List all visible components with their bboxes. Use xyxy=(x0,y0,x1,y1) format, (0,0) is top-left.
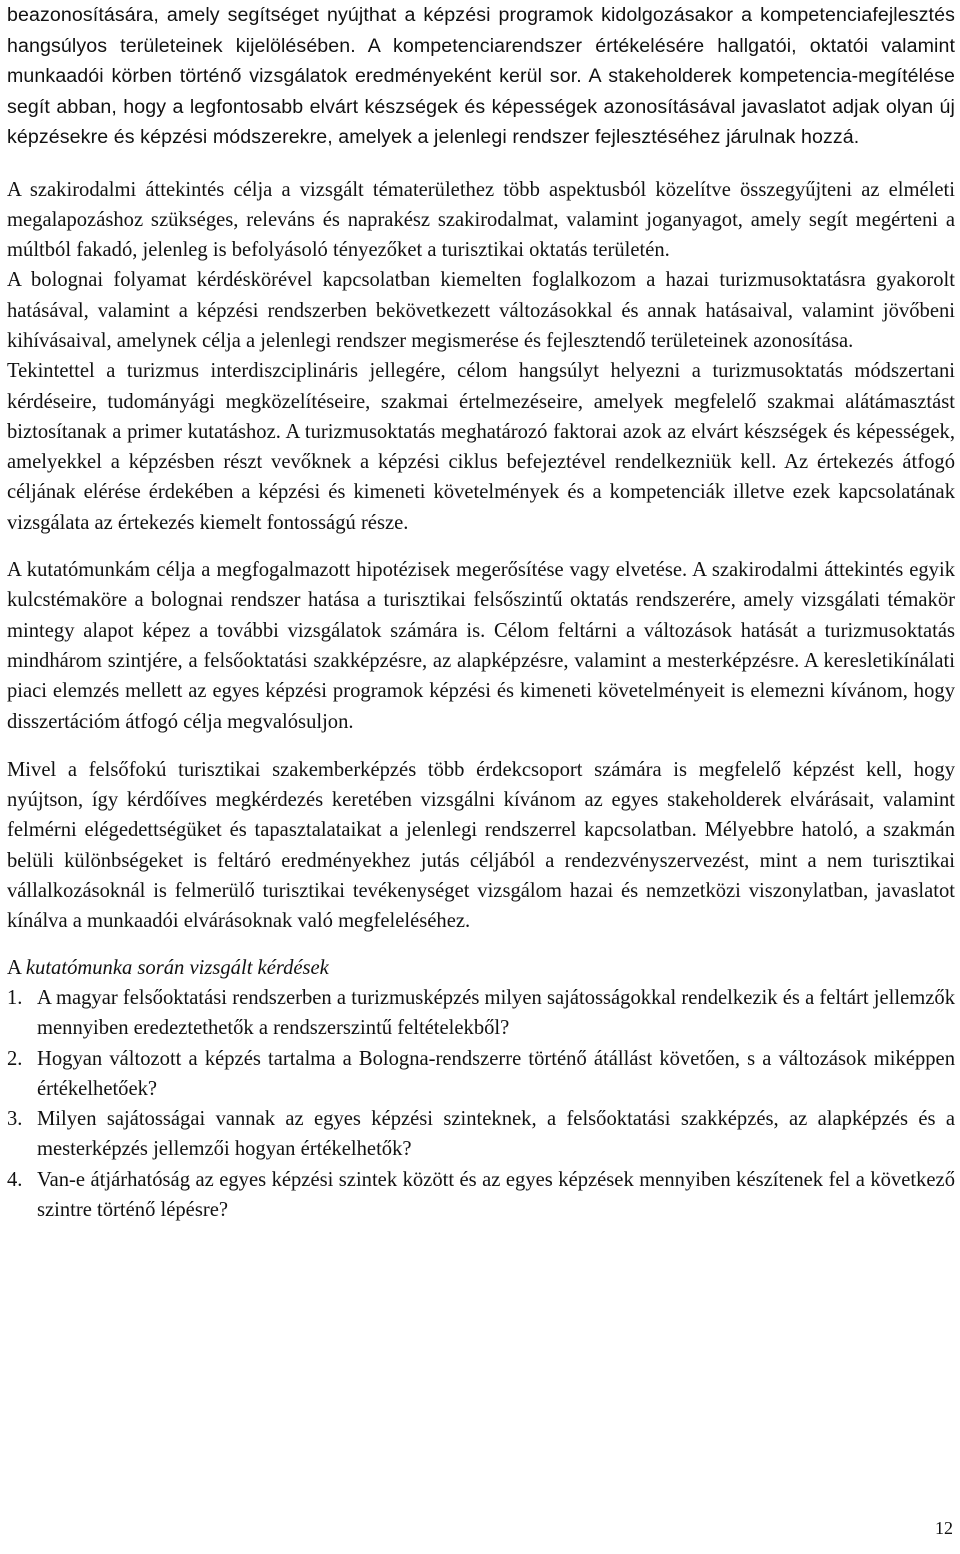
paragraph-literature-review: A szakirodalmi áttekintés célja a vizsgált tématerülethez több aspektusból közelítve összegyűjteni az elméleti megalapozáshoz szükséges, releváns és naprakész szakirodalmat, valamint joganyagot, amely segít megérteni a múltból fakadó, jelenleg is befolyásoló tényezőket a turisztikai oktatás területén. xyxy=(7,178,955,262)
list-item xyxy=(7,983,955,1044)
questions-title-italic: kutatómunka során vizsgált kérdések xyxy=(25,956,329,979)
paragraph-competence-system: beazonosítására, amely segítséget nyújthat a képzési programok kidolgozásakor a kompetenciafejlesztés hangsúlyos területeinek kijelölésében. A kompetenciarendszer értékelésére hallgatói, oktatói valamint munkaadói körben történő vizsgálatok eredményeként kerül sor. A stakeholderek kompetencia-megítélése segít abban, hogy a legfontosabb elvárt készségek és képességek azonosításával javaslatot adjak olyan új képzésekre és képzési módszerekre, amelyek a jelenlegi rendszer fejlesztéséhez járulnak hozzá. xyxy=(7,4,955,148)
list-item-text: Milyen sajátosságai vannak az egyes képzési szinteknek, a felsőoktatási szakképzés, az alapképzés és a mesterképzés jellemzői hogyan értékelhetők? xyxy=(37,1108,955,1161)
list-item-number: 3. xyxy=(7,1108,23,1131)
document-page xyxy=(7,0,955,1225)
research-questions-title xyxy=(7,953,955,983)
research-questions-list xyxy=(7,983,955,1225)
list-item-number: 2. xyxy=(7,1047,23,1070)
list-item xyxy=(7,1104,955,1165)
paragraph-research-goal: A kutatómunkám célja a megfogalmazott hipotézisek megerősítése vagy elvetése. A szakirodalmi áttekintés egyik kulcstémaköre a bolognai rendszer hatása a turisztikai felsőszintű oktatás rendszerére, amely vizsgálati témakör mintegy alapot képez a további vizsgálatok számára is. Célom feltárni a változások hatását a turizmusoktatás mindhárom szintjére, a felsőoktatási szakképzésre, az alapképzésre, valamint a mesterképzésre. A keresletikínálati piaci elemzés mellett az egyes képzési programok képzési és kimeneti követelményeit is elemezni kívánom, hogy disszertációm átfogó célja megvalósuljon. xyxy=(7,559,955,733)
list-item-number: 4. xyxy=(7,1168,23,1191)
paragraph-bologna-process: A bolognai folyamat kérdéskörével kapcsolatban kiemelten foglalkozom a hazai turizmusoktatásra gyakorolt hatásával, valamint a képzési rendszerben bekövetkezett változásokkal és annak hatásaival, valamint jövőbeni kihívásaival, amelynek célja a jelenlegi rendszer megismerése és fejlesztendő területeinek azonosítása. xyxy=(7,269,955,352)
paragraph-interdisciplinary: Tekintettel a turizmus interdiszciplináris jellegére, célom hangsúlyt helyezni a turizmusoktatás módszertani kérdéseire, tudományági megközelítéseire, szakmai értelmezéseire, amelyek megfelelő szakmai alátámasztást biztosítanak a primer kutatáshoz. A turizmusoktatás meghatározó faktorai azok az elvárt készségek és képességek, amelyekkel a képzésben részt vevőknek a képzési ciklus befejeztével rendelkezniük kell. Az értekezés átfogó céljának elérése érdekében a képzési és kimeneti követelmények és a kompetenciák illetve ezek kapcsolatának vizsgálata az értekezés kiemelt fontosságú része. xyxy=(7,360,955,534)
list-item-text: A magyar felsőoktatási rendszerben a turizmusképzés milyen sajátosságokkal rendelkezik és a feltárt jellemzők mennyiben eredeztethetők a rendszerszintű feltételekből? xyxy=(37,986,955,1040)
questions-title-prefix: A xyxy=(7,956,26,979)
list-item xyxy=(7,1044,955,1105)
list-item xyxy=(7,1165,955,1226)
literature-review-section xyxy=(7,175,955,539)
list-item-text: Hogyan változott a képzés tartalma a Bologna-rendszerre történő átállást követően, s a változások miképpen értékelhetőek? xyxy=(37,1047,955,1100)
paragraph-stakeholders: Mivel a felsőfokú turisztikai szakemberképzés több érdekcsoport számára is megfelelő képzést kell, hogy nyújtson, így kérdőíves megkérdezés keretében vizsgálni kívánom az egyes stakeholderek elvárásait, valamint felmérni elégedettségüket és tapasztalataikat a jelenlegi rendszerrel kapcsolatban. Mélyebbre hatoló, a szakmán belüli különbségeket is feltáró eredményekhez jutás céljából a rendezvényszervezést, mint a nem turisztikai vállalkozásoknál is felmerülő turisztikai tevékenységet vizsgálom hazai és nemzetközi viszonylatban, javaslatot kínálva a munkaadói elvárásoknak való megfeleléséhez. xyxy=(7,758,955,933)
page-number: 12 xyxy=(935,1518,953,1538)
list-item-number: 1. xyxy=(7,986,23,1009)
list-item-text: Van-e átjárhatóság az egyes képzési szintek között és az egyes képzések mennyiben készítenek fel a következő szintre történő lépésre? xyxy=(37,1168,955,1221)
